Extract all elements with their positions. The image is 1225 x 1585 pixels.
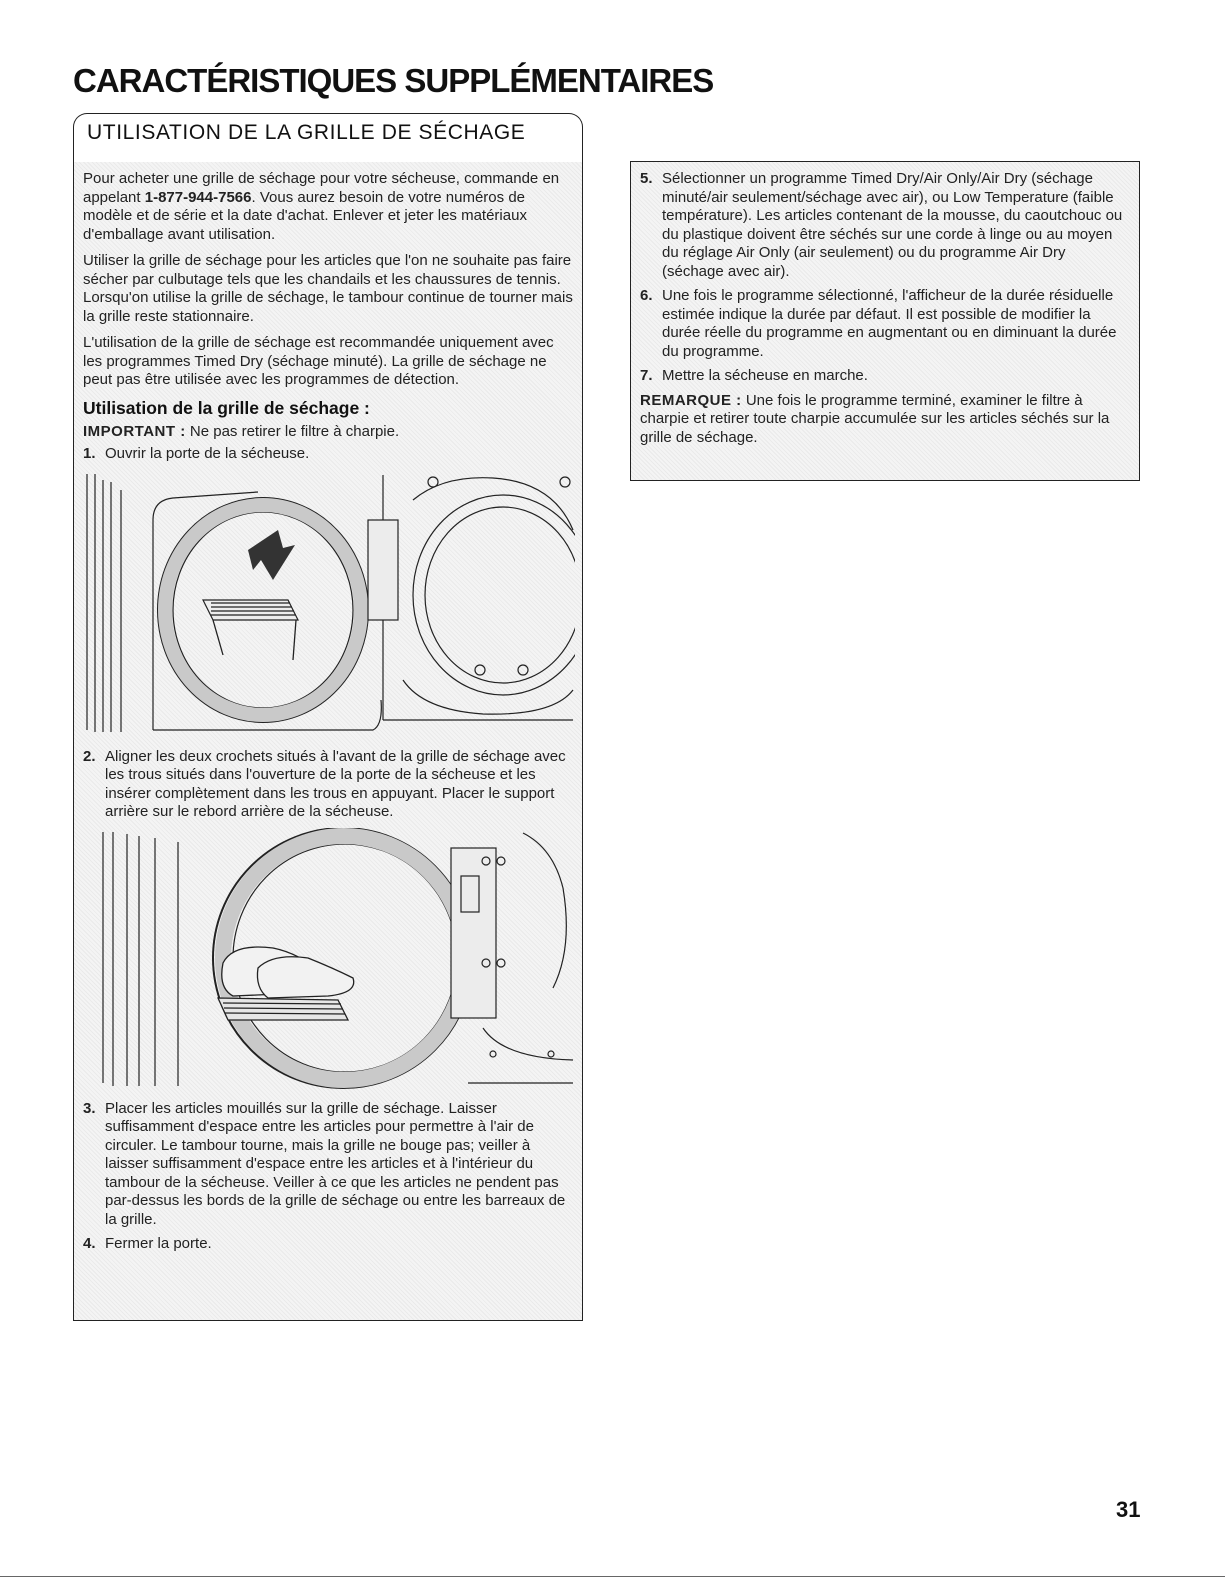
page-title: CARACTÉRISTIQUES SUPPLÉMENTAIRES [73,62,714,99]
note-text: Une fois le programme terminé, examiner le filtre à charpie et retirer toute charpie accumulée sur les articles séchés sur la grille de séchage. [640,391,1110,446]
step-text: Aligner les deux crochets situés à l'avant de la grille de séchage avec les trous situés dans l'ouverture de la porte de la sécheuse et les insérer complètement dans les trous en appuyant. Placer le support arrière sur le rebord arrière de la sécheuse. [105,747,566,820]
step-3 [83,1100,575,1230]
step-4 [83,1235,575,1254]
step-number: 5. [640,170,653,187]
step-number: 3. [83,1099,96,1117]
step-2 [83,748,575,822]
important-note [83,423,575,442]
right-panel-content [640,170,1130,455]
right-panel [630,161,1140,481]
step-number: 2. [83,747,96,765]
step-number: 6. [640,287,653,304]
left-panel [73,161,583,1321]
step-6 [640,287,1130,361]
step-number: 7. [640,367,653,384]
left-panel-content [83,170,575,1260]
step-text: Mettre la sécheuse en marche. [662,367,868,384]
page-number: 31 [1116,1497,1141,1522]
dryer-rack-shoes-illustration [83,828,575,1092]
step-text: Fermer la porte. [105,1235,212,1252]
note-paragraph [640,392,1130,448]
step-number: 4. [83,1235,96,1252]
important-text: Ne pas retirer le filtre à charpie. [185,422,400,440]
step-text: Placer les articles mouillés sur la grille de séchage. Laisser suffisamment d'espace entre les articles pour permettre à l'air de circuler. Le tambour tourne, mais la grille ne bouge pas; veiller à laisser suffisamment d'espace entre les articles et à l'intérieur du tambour de la sécheuse. Veiller à ce que les articles ne pendent pas par-dessus les bords de la grille de séchage ou entre les barreaux de la grille. [105,1099,566,1228]
step-1 [83,445,575,464]
step-text: Une fois le programme sélectionné, l'afficheur de la durée résiduelle estimée indique la durée par défaut. Il est possible de modifier la durée réelle du programme en augmentant ou en diminuant la durée du programme. [662,287,1117,360]
bottom-rule [0,1576,1225,1577]
step-5 [640,170,1130,281]
step-text: Ouvrir la porte de la sécheuse. [105,445,310,462]
phone-number: 1-877-944-7566 [144,188,252,206]
note-label: REMARQUE : [640,391,742,409]
intro-text-1: Pour acheter une grille de séchage pour votre sécheuse, commande en appelant [83,170,560,206]
intro-text-2: . Vous aurez besoin de votre numéros de modèle et de série et la date d'achat. Enlever et jeter les matériaux d'emballage avant utilisation. [83,188,527,243]
subheading: Utilisation de la grille de séchage : [83,397,370,418]
important-label: IMPORTANT : [83,422,186,440]
step-number: 1. [83,445,96,462]
step-7 [640,367,1130,386]
recommendation-paragraph: L'utilisation de la grille de séchage est recommandée uniquement avec les programmes Timed Dry (séchage minuté). La grille de séchage ne peut pas être utilisée avec les programmes de détection. [83,334,554,388]
dryer-rack-open-door-illustration [83,470,575,740]
section-title: UTILISATION DE LA GRILLE DE SÉCHAGE [87,121,526,144]
intro-paragraph [83,170,575,244]
usage-paragraph: Utiliser la grille de séchage pour les articles que l'on ne souhaite pas faire sécher par culbutage tels que les chandails et les chaussures de tennis. Lorsqu'on utilise la grille de séchage, le tambour continue de tourner mais la grille reste stationnaire. [83,252,573,325]
step-text: Sélectionner un programme Timed Dry/Air Only/Air Dry (séchage minuté/air seulement/séchage avec air), ou Low Temperature (faible température). Les articles contenant de la mousse, du caoutchouc ou du plastique doivent être séchés sur une corde à linge ou au moyen du réglage Air Only (air seulement) ou du programme Air Dry (séchage avec air). [662,170,1123,280]
